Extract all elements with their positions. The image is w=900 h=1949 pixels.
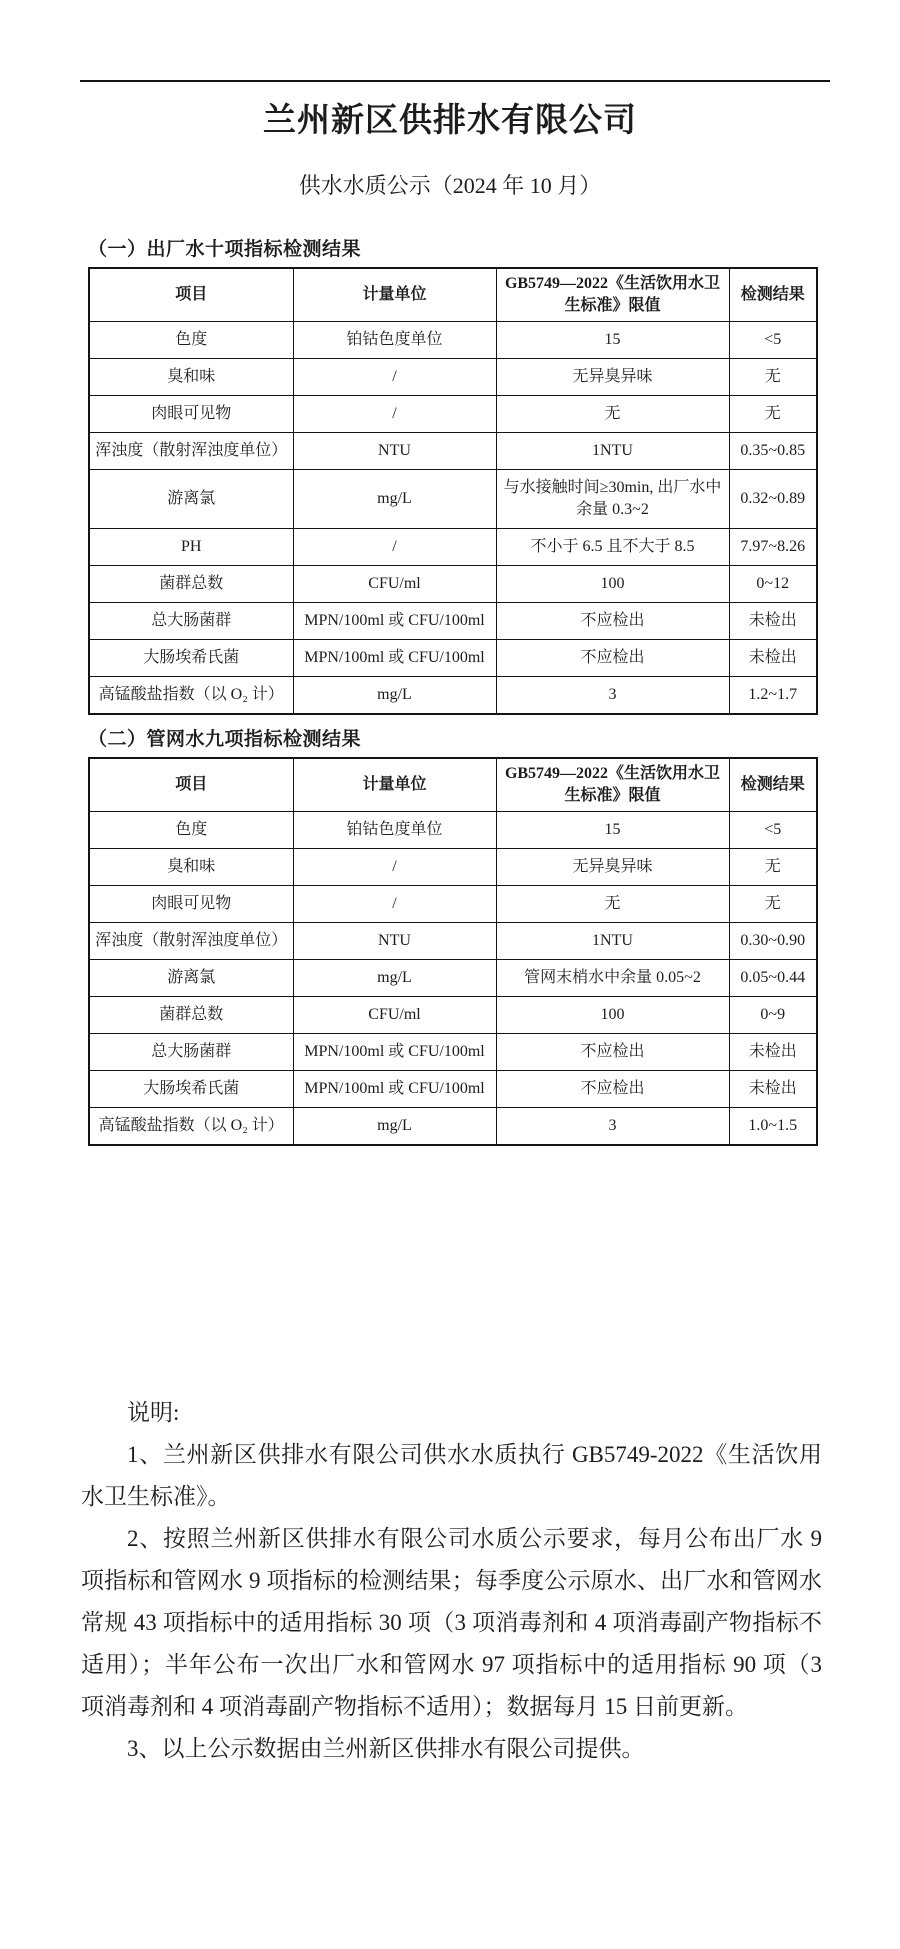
table-row (89, 470, 817, 529)
table-row (89, 1108, 817, 1146)
table-cell: 菌群总数 (89, 566, 293, 603)
table-header-row (89, 268, 817, 322)
table-cell: / (293, 886, 496, 923)
table-cell: CFU/ml (293, 566, 496, 603)
table-cell: 无 (496, 396, 729, 433)
table-cell: / (293, 529, 496, 566)
table-cell: <5 (729, 812, 817, 849)
note-paragraph-2: 2、按照兰州新区供排水有限公司水质公示要求，每月公布出厂水 9 项指标和管网水 9 项指标的检测结果；每季度公示原水、出厂水和管网水常规 43 项指标中的适用指标 30 项（3 项消毒剂和 4 项消毒副产物指标不适用）；半年公布一次出厂水和管网水 97 项指标中的适用指标 90 项（3 项消毒剂和 4 项消毒副产物指标不适用）；数据每月 15 日前更新。 (81, 1526, 822, 1719)
table-cell: 0.30~0.90 (729, 923, 817, 960)
table-row (89, 359, 817, 396)
table-cell: / (293, 849, 496, 886)
table-cell: 臭和味 (89, 359, 293, 396)
table-cell: MPN/100ml 或 CFU/100ml (293, 603, 496, 640)
table-header-cell: 项目 (89, 268, 293, 322)
table-cell: 未检出 (729, 640, 817, 677)
table-cell: MPN/100ml 或 CFU/100ml (293, 1034, 496, 1071)
note-paragraph-3: 3、以上公示数据由兰州新区供排水有限公司提供。 (127, 1736, 645, 1761)
table-cell: 3 (496, 1108, 729, 1146)
table-cell: 游离氯 (89, 470, 293, 529)
table-cell: MPN/100ml 或 CFU/100ml (293, 640, 496, 677)
table-row (89, 1034, 817, 1071)
table-cell: 无 (729, 849, 817, 886)
table-cell: mg/L (293, 1108, 496, 1146)
table-head (89, 268, 817, 322)
table-header-cell: 项目 (89, 758, 293, 812)
factory-water-results-table (88, 267, 818, 715)
table-row (89, 1071, 817, 1108)
table-header-cell: GB5749—2022《生活饮用水卫生标准》限值 (496, 758, 729, 812)
table-cell: 管网末梢水中余量 0.05~2 (496, 960, 729, 997)
table-cell: 与水接触时间≥30min, 出厂水中余量 0.3~2 (496, 470, 729, 529)
notes-label: 说明: (127, 1400, 180, 1425)
table-row (89, 997, 817, 1034)
table-cell: 色度 (89, 322, 293, 359)
table-cell: 1NTU (496, 923, 729, 960)
table-row (89, 566, 817, 603)
table-cell: 15 (496, 812, 729, 849)
table-cell: 肉眼可见物 (89, 396, 293, 433)
table-row (89, 529, 817, 566)
table-cell: 菌群总数 (89, 997, 293, 1034)
table-cell: 铂钴色度单位 (293, 812, 496, 849)
table-cell: 未检出 (729, 1034, 817, 1071)
table-cell: 总大肠菌群 (89, 603, 293, 640)
table-cell: 不应检出 (496, 1071, 729, 1108)
table-cell: mg/L (293, 470, 496, 529)
table-row (89, 849, 817, 886)
table-cell: 无异臭异味 (496, 849, 729, 886)
table-cell: 不应检出 (496, 1034, 729, 1071)
table-cell: 浑浊度（散射浑浊度单位） (89, 433, 293, 470)
table-header-cell: 检测结果 (729, 758, 817, 812)
table-header-row (89, 758, 817, 812)
page-subtitle: 供水水质公示（2024 年 10 月） (298, 173, 602, 198)
table-row (89, 322, 817, 359)
table-cell: 大肠埃希氏菌 (89, 1071, 293, 1108)
table-cell: 0.35~0.85 (729, 433, 817, 470)
table-cell: 无 (729, 886, 817, 923)
table-cell: 臭和味 (89, 849, 293, 886)
table-cell: 0.05~0.44 (729, 960, 817, 997)
table-header-cell: 计量单位 (293, 758, 496, 812)
table-cell: MPN/100ml 或 CFU/100ml (293, 1071, 496, 1108)
page-title: 兰州新区供排水有限公司 (263, 103, 637, 139)
table-cell: 铂钴色度单位 (293, 322, 496, 359)
table-cell: CFU/ml (293, 997, 496, 1034)
table-row (89, 640, 817, 677)
notes-section (81, 1392, 822, 1770)
table-row (89, 886, 817, 923)
table-body (89, 812, 817, 1146)
note-paragraph-1: 1、兰州新区供排水有限公司供水水质执行 GB5749-2022《生活饮用水卫生标准》。 (81, 1442, 822, 1509)
main-content (88, 234, 816, 1146)
table-cell: 浑浊度（散射浑浊度单位） (89, 923, 293, 960)
table-row (89, 433, 817, 470)
table-row (89, 960, 817, 997)
table-cell: 总大肠菌群 (89, 1034, 293, 1071)
table-cell: 高锰酸盐指数（以 O₂ 计） (89, 677, 293, 715)
table-cell: 1NTU (496, 433, 729, 470)
table-body (89, 322, 817, 715)
table-cell: 未检出 (729, 603, 817, 640)
header-rule (80, 80, 830, 82)
table-cell: 7.97~8.26 (729, 529, 817, 566)
table-row (89, 396, 817, 433)
table-cell: 无 (496, 886, 729, 923)
table-cell: 0~12 (729, 566, 817, 603)
table-cell: 15 (496, 322, 729, 359)
table-head (89, 758, 817, 812)
table-header-cell: 检测结果 (729, 268, 817, 322)
table-cell: 无异臭异味 (496, 359, 729, 396)
table-cell: 不小于 6.5 且不大于 8.5 (496, 529, 729, 566)
table-cell: PH (89, 529, 293, 566)
pipe-network-water-results-table (88, 757, 818, 1146)
table-header-cell: GB5749—2022《生活饮用水卫生标准》限值 (496, 268, 729, 322)
table-cell: 1.0~1.5 (729, 1108, 817, 1146)
table-cell: 色度 (89, 812, 293, 849)
table-cell: NTU (293, 923, 496, 960)
table-cell: 高锰酸盐指数（以 O₂ 计） (89, 1108, 293, 1146)
table-cell: 0~9 (729, 997, 817, 1034)
table-row (89, 677, 817, 715)
table-cell: / (293, 359, 496, 396)
table-cell: 不应检出 (496, 603, 729, 640)
table-cell: 0.32~0.89 (729, 470, 817, 529)
table-cell: 1.2~1.7 (729, 677, 817, 715)
table-cell: 无 (729, 396, 817, 433)
table-row (89, 923, 817, 960)
table-cell: 不应检出 (496, 640, 729, 677)
table-cell: 大肠埃希氏菌 (89, 640, 293, 677)
table-cell: NTU (293, 433, 496, 470)
table-cell: 3 (496, 677, 729, 715)
table-cell: 100 (496, 566, 729, 603)
table-cell: mg/L (293, 960, 496, 997)
table-cell: 游离氯 (89, 960, 293, 997)
table-cell: 无 (729, 359, 817, 396)
section-title-pipe-network-water: （二）管网水九项指标检测结果 (88, 729, 362, 750)
table-row (89, 603, 817, 640)
table-cell: 100 (496, 997, 729, 1034)
table-cell: 肉眼可见物 (89, 886, 293, 923)
table-header-cell: 计量单位 (293, 268, 496, 322)
table-cell: 未检出 (729, 1071, 817, 1108)
section-title-factory-water: （一）出厂水十项指标检测结果 (88, 239, 362, 260)
table-cell: <5 (729, 322, 817, 359)
table-cell: mg/L (293, 677, 496, 715)
table-row (89, 812, 817, 849)
table-cell: / (293, 396, 496, 433)
